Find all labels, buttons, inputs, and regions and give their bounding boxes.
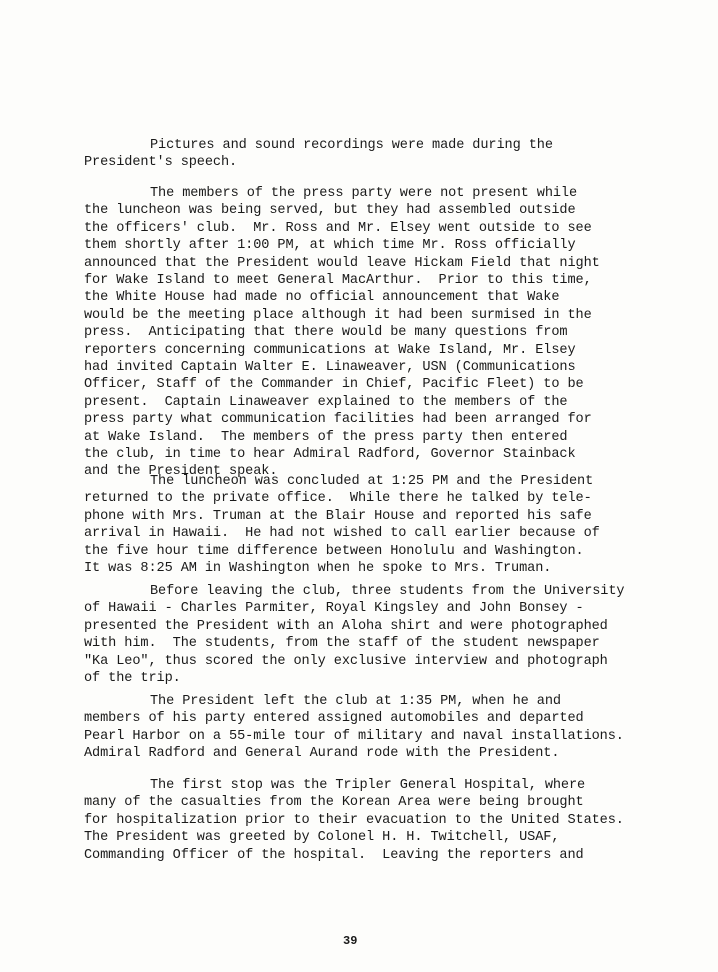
text-line: President's speech. (84, 155, 238, 171)
text-line: The first stop was the Tripler General Hospital, where (150, 778, 586, 793)
text-line: Before leaving the club, three students from the University (150, 584, 625, 599)
text-line: Officer, Staff of the Commander in Chief, Pacific Fleet) to be (84, 377, 584, 393)
text-line: them shortly after 1:00 PM, at which time Mr. Ross officially (84, 238, 576, 254)
text-line: press party what communication facilities had been arranged for (84, 412, 592, 428)
page-number: 39 (343, 934, 358, 948)
text-line: Pictures and sound recordings were made during the (150, 138, 553, 153)
text-line: for hospitalization prior to their evacuation to the United States. (84, 812, 624, 828)
text-line: returned to the private office. While there he talked by tele- (84, 491, 592, 507)
text-line: the club, in time to hear Admiral Radford, Governor Stainback (84, 447, 576, 462)
text-line: members of his party entered assigned automobiles and departed (84, 711, 584, 727)
text-line: and the President speak. (84, 464, 278, 480)
text-line: for Wake Island to meet General MacArthur. Prior to this time, (84, 273, 592, 288)
text-line: The President left the club at 1:35 PM, when he and (150, 694, 561, 709)
text-line: the White House had made no official announcement that Wake (84, 290, 560, 306)
text-line: reporters concerning communications at Wake Island, Mr. Elsey (84, 342, 576, 358)
text-line: The luncheon was concluded at 1:25 PM and the President (150, 474, 594, 489)
text-line: at Wake Island. The members of the press party then entered (84, 429, 568, 445)
text-line: with him. The students, from the staff of the student newspaper (84, 636, 600, 652)
text-line: would be the meeting place although it had been surmised in the (84, 307, 592, 323)
text-line: present. Captain Linaweaver explained to the members of the (84, 394, 568, 410)
text-line: press. Anticipating that there would be many questions from (84, 325, 568, 341)
text-line: Commanding Officer of the hospital. Leaving the reporters and (84, 847, 584, 863)
text-line: Pearl Harbor on a 55-mile tour of military and naval installations. (84, 728, 624, 744)
text-line: phone with Mrs. Truman at the Blair House and reported his safe (84, 508, 592, 524)
text-line: The members of the press party were not present while (150, 186, 578, 201)
text-line: the luncheon was being served, but they had assembled outside (84, 203, 576, 219)
text-line: It was 8:25 AM in Washington when he spoke to Mrs. Truman. (84, 561, 552, 576)
text-line: of Hawaii - Charles Parmiter, Royal Kingsley and John Bonsey - (84, 601, 584, 617)
text-line: the five hour time difference between Honolulu and Washington. (84, 543, 584, 559)
text-line: arrival in Hawaii. He had not wished to call earlier because of (84, 526, 600, 542)
text-line: had invited Captain Walter E. Linaweaver, USN (Communications (84, 360, 576, 375)
text-line: announced that the President would leave Hickam Field that night (84, 255, 600, 271)
text-line: Admiral Radford and General Aurand rode with the President. (84, 746, 560, 762)
text-line: presented the President with an Aloha shirt and were photographed (84, 618, 608, 634)
text-line: of the trip. (84, 671, 181, 686)
text-line: the officers' club. Mr. Ross and Mr. Elsey went outside to see (84, 220, 592, 236)
text-line: many of the casualties from the Korean Area were being brought (84, 795, 584, 811)
text-line: The President was greeted by Colonel H. H. Twitchell, USAF, (84, 830, 560, 846)
text-line: "Ka Leo", thus scored the only exclusive interview and photograph (84, 653, 608, 669)
